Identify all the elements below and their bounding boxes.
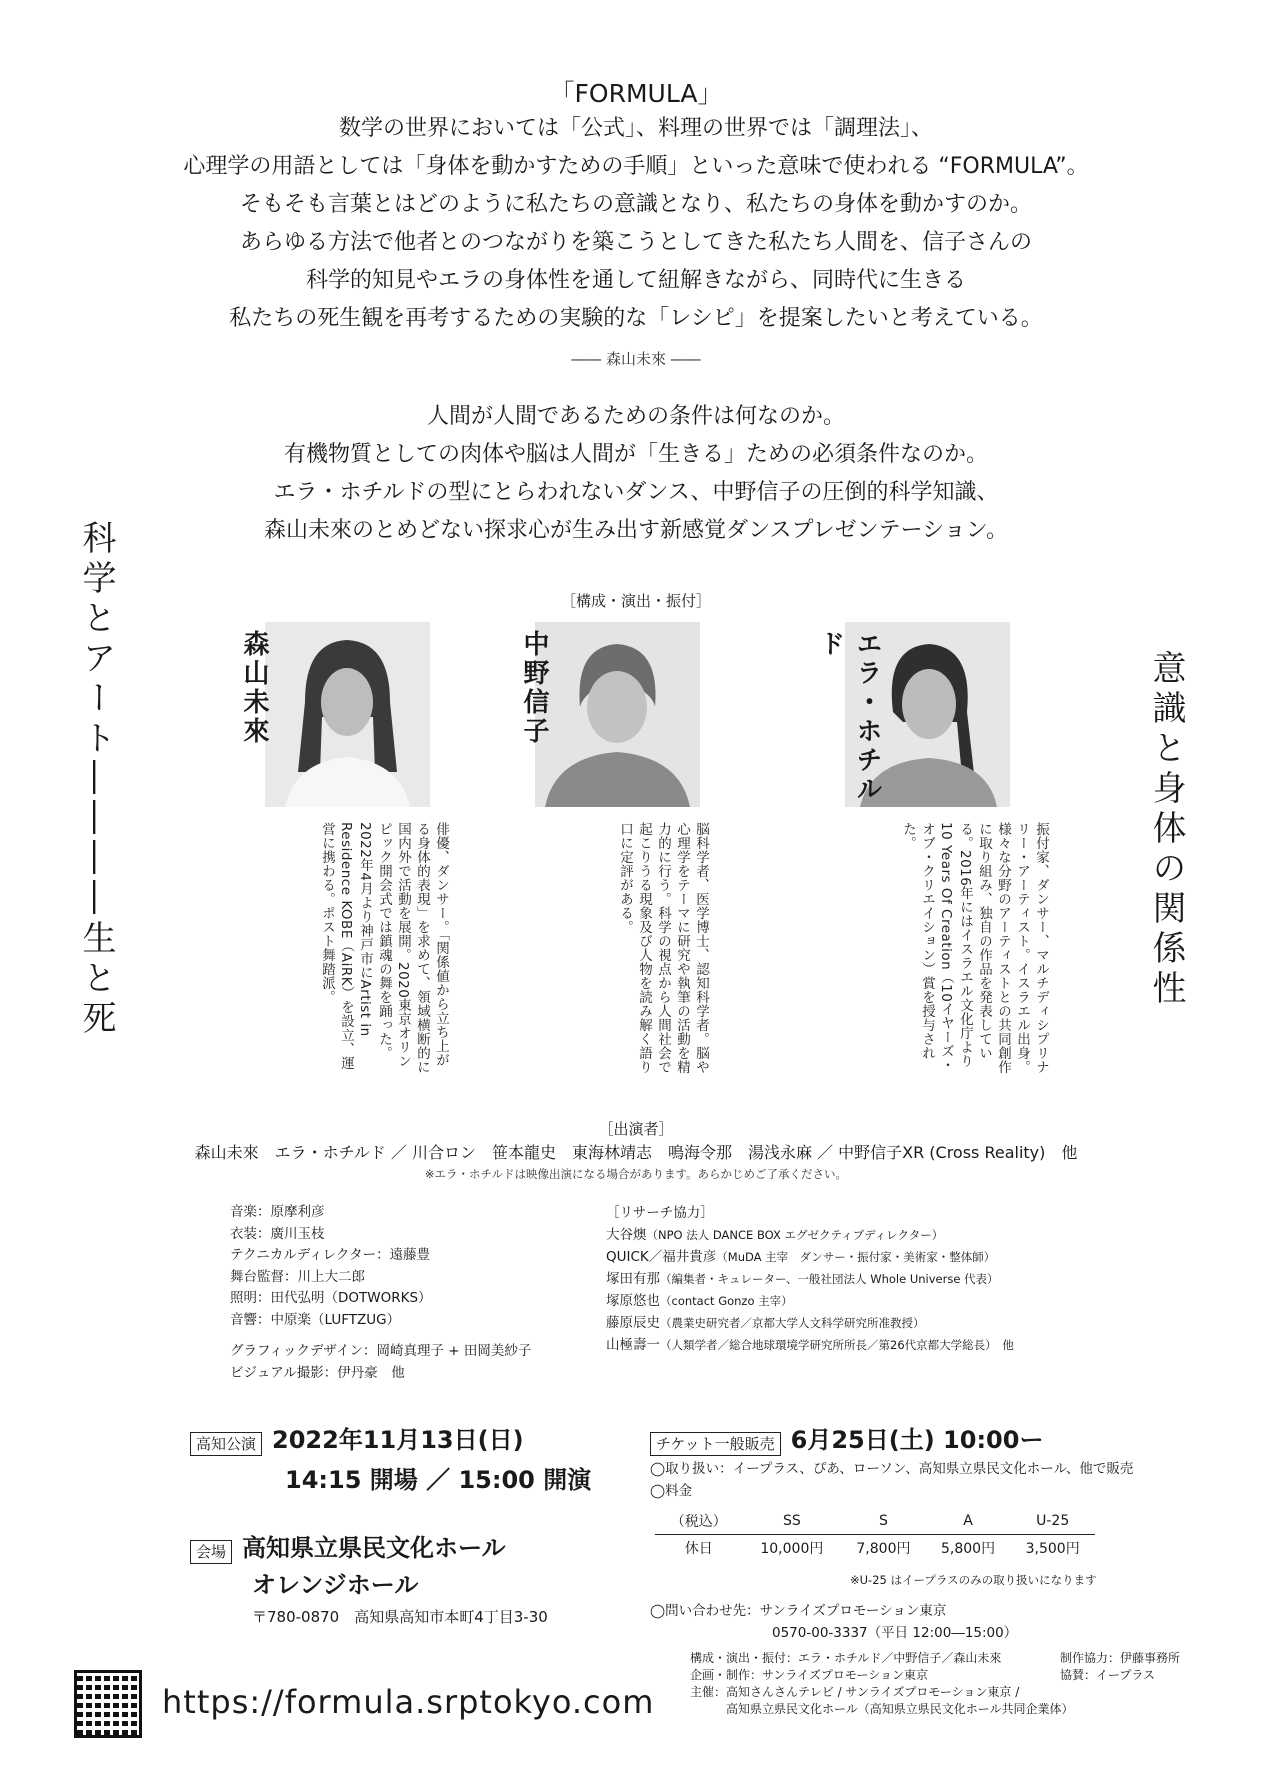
side-text-right: 意識と身体の関係性 [1146, 650, 1186, 1010]
qr-code-icon[interactable] [74, 1670, 142, 1738]
ticket-date: 6月25日(土) 10:00ー [790, 1426, 1044, 1454]
credit-line: 制作協力：伊藤事務所 [1060, 1651, 1181, 1665]
seat-ss: SS [743, 1508, 842, 1535]
ticket-row [650, 1420, 1043, 1456]
price-cell: 10,000円 [760, 1541, 824, 1557]
website-link[interactable]: https://formula.srptokyo.com [162, 1683, 655, 1721]
ticket-outlets: ◯取り扱い：イープラス、ぴあ、ローソン、高知県立県民文化ホール、他で販売 [650, 1461, 1134, 1477]
intro-line: 数学の世界においては「公式」、料理の世界では「調理法」、 [338, 116, 933, 141]
ticket-price-label: ◯料金 [650, 1483, 693, 1499]
venue-hall: オレンジホール [252, 1571, 419, 1599]
staff-item: 衣装：廣川玉枝 [230, 1225, 325, 1242]
cast-list: 森山未來 エラ・ホチルド ／ 川合ロン 笹本龍史 東海林靖志 鳴海令那 湯浅永麻 ／ 中野信子XR (Cross Reality) 他 [194, 1143, 1078, 1162]
performance-time: 14:15 開場 ／ 15:00 開演 [285, 1466, 592, 1494]
intro-line: あらゆる方法で他者とのつながりを築こうとしてきた私たち人間を、信子さんの [239, 230, 1032, 255]
intro-text [0, 110, 1272, 338]
research-item: 藤原辰史（農業史研究者／京都大学人文科学研究所准教授） [606, 1315, 925, 1331]
person-name: 森山未來 [239, 630, 269, 746]
intro-title: 「FORMULA」 [549, 79, 723, 108]
price-row [655, 1535, 1095, 1562]
person-name: 中野信子 [519, 630, 549, 746]
person-bio: 脳科学者、医学博士、認知科学者。脳や心理学をテーマに研究や執筆の活動を精力的に行う。科学の視点から人間社会で起こりうる現象及び人物を読み解く語り口に定評がある。 [617, 822, 709, 1074]
seat-a: A [926, 1508, 1011, 1535]
research-item: 大谷燠（NPO 法人 DANCE BOX エグゼクティブディレクター） [606, 1227, 944, 1243]
performance-date: 2022年11月13日(日) [272, 1426, 524, 1454]
design-item: グラフィックデザイン：岡崎真理子 + 田岡美紗子 [230, 1343, 532, 1359]
intro-line: 私たちの死生観を再考するための実験的な「レシピ」を提案したいと考えている。 [229, 306, 1043, 331]
venue-row [190, 1528, 506, 1564]
intro-signature: ―― 森山未來 ―― [571, 350, 701, 368]
performance-label: 高知公演 [190, 1432, 262, 1456]
row-label: 休日 [684, 1541, 713, 1557]
staff-item: 舞台監督：川上大二郎 [230, 1268, 365, 1285]
research-item: QUICK／福井貴彦（MuDA 主宰 ダンサー・振付家・美術家・整体師） [606, 1249, 996, 1265]
venue-label: 会場 [190, 1540, 232, 1564]
intro-line: 科学的知見やエラの身体性を通して紐解きながら、同時代に生きる [305, 268, 966, 293]
staff-item: 照明：田代弘明（DOTWORKS） [230, 1290, 432, 1306]
price-cell: 3,500円 [1025, 1541, 1080, 1557]
intro-line: 心理学の用語としては「身体を動かすための手順」といった意味で使われる “FORMULA”。 [183, 154, 1089, 179]
concept-line: 有機物質としての肉体や脳は人間が「生きる」ための必須条件なのか。 [283, 442, 988, 467]
person-bio: 俳優、ダンサー。「関係値から立ち上がる身体的表現」を求めて、領域横断的に国内外で活動を展開。2020東京オリンピック開会式では鎮魂の舞を踊った。2022年4月より神戸市にArtist in Residence KOBE（AiRK）を設立、運営に携わる。ポスト舞踏派。 [319, 822, 449, 1074]
performance-date-row [190, 1420, 524, 1456]
intro-line: そもそも言葉とはどのように私たちの意識となり、私たちの身体を動かすのか。 [239, 192, 1032, 217]
staff-item: 音響：中原楽（LUFTZUG） [230, 1311, 401, 1328]
concept-line: エラ・ホチルドの型にとらわれないダンス、中野信子の圧倒的科学知識、 [273, 480, 999, 505]
person-name: エラ・ホチルド [815, 630, 882, 804]
staff-item: 音楽：原摩利彦 [230, 1204, 325, 1220]
cast-label: ［出演者］ [598, 1120, 674, 1138]
roles-label: ［構成・演出・振付］ [560, 592, 711, 610]
cast-note: ※エラ・ホチルドは映像出演になる場合があります。あらかじめご了承ください。 [424, 1167, 848, 1181]
price-note: ※U-25 はイープラスのみの取り扱いになります [850, 1573, 1097, 1587]
venue-name: 高知県立県民文化ホール [242, 1534, 506, 1562]
seat-s: S [841, 1508, 926, 1535]
research-list [606, 1202, 1014, 1356]
concept-line: 森山未來のとめどない探求心が生み出す新感覚ダンスプレゼンテーション。 [263, 518, 1009, 543]
tax-label: （税込） [655, 1508, 743, 1535]
staff-item: テクニカルディレクター：遠藤豊 [230, 1247, 431, 1263]
staff-list [230, 1202, 531, 1384]
credit-line: 構成・演出・振付：エラ・ホチルド／中野信子／森山未來 [690, 1651, 1002, 1665]
portrait-moriyama [265, 622, 430, 807]
price-cell: 5,800円 [941, 1541, 996, 1557]
ticket-label: チケット一般販売 [650, 1432, 781, 1456]
seat-u25: U-25 [1010, 1508, 1095, 1535]
research-item: 山極壽一（人類学者／総合地球環境学研究所所長／第26代京都大学総長） 他 [606, 1337, 1014, 1353]
price-table [655, 1508, 1095, 1561]
credits-left [690, 1650, 1074, 1718]
person-bio: 振付家、ダンサー、マルチディシプリナリー・アーティスト。イスラエル出身。様々な分野のアーティストとの共同創作に取り組み、独自の作品を発表している。2016年にはイスラエル文化庁より10 Years Of Creation（10イヤーズ・オブ・クリエイション）賞を授与された。 [900, 822, 1049, 1074]
price-header-row [655, 1508, 1095, 1535]
portrait-nakano [535, 622, 700, 807]
credits-right [1060, 1650, 1180, 1684]
contact-label: ◯問い合わせ先：サンライズプロモーション東京 [650, 1603, 947, 1619]
concept-text [0, 398, 1272, 550]
credit-line: 高知県立県民文化ホール（高知県立県民文化ホール共同企業体） [690, 1702, 1074, 1716]
price-cell: 7,800円 [856, 1541, 911, 1557]
research-label: ［リサーチ協力］ [606, 1205, 714, 1221]
concept-line: 人間が人間であるための条件は何なのか。 [426, 404, 845, 429]
research-item: 塚原悠也（contact Gonzo 主宰） [606, 1293, 793, 1309]
research-item: 塚田有那（編集者・キュレーター、一般社団法人 Whole Universe 代表） [606, 1271, 999, 1287]
design-item: ビジュアル撮影：伊丹豪 他 [230, 1364, 405, 1381]
contact-phone: 0570-00-3337（平日 12:00―15:00） [772, 1625, 1018, 1641]
venue-address: 〒780-0870 高知県高知市本町4丁目3-30 [252, 1608, 548, 1626]
credit-line: 主催：高知さんさんテレビ / サンライズプロモーション東京 / [690, 1685, 1020, 1699]
side-text-left: 科学とアート――――生と死 [76, 520, 116, 1040]
credit-line: 協賛：イープラス [1060, 1668, 1156, 1682]
credit-line: 企画・制作：サンライズプロモーション東京 [690, 1668, 928, 1682]
